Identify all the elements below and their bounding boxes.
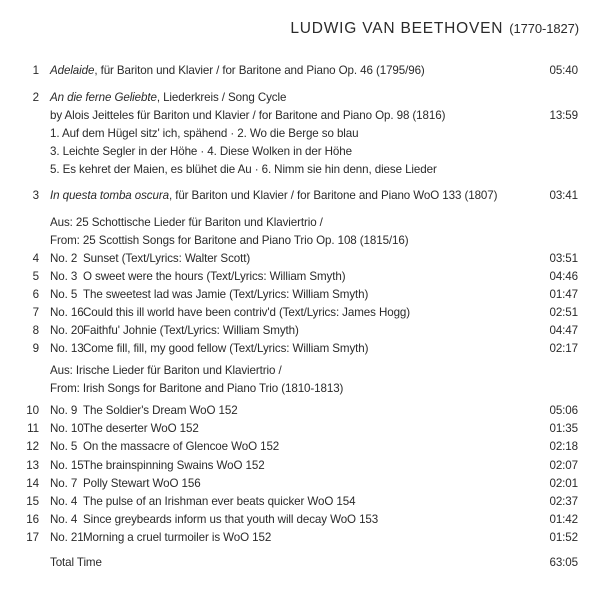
track-duration: 02:37 <box>549 495 578 508</box>
track-2 <box>0 89 599 107</box>
section-heading: From: 25 Scottish Songs for Baritone and Piano Trio Op. 108 (1815/16) <box>50 234 409 247</box>
track-number: 15 <box>26 495 39 508</box>
track-row <box>0 268 599 286</box>
track-duration: 02:17 <box>549 342 578 355</box>
song-number: No. 7 <box>50 476 78 490</box>
track-duration: 02:01 <box>549 476 578 490</box>
track-number: 9 <box>32 342 39 355</box>
track-title: Adelaide, für Bariton und Klavier / for Baritone and Piano Op. 46 (1795/96) <box>50 64 425 77</box>
track-row <box>0 250 599 268</box>
song-number: No. 5 <box>50 440 78 454</box>
track-row <box>0 529 599 547</box>
track-title: On the massacre of Glencoe WoO 152 <box>83 440 280 454</box>
track-duration: 01:47 <box>549 288 578 301</box>
section-heading: Aus: Irische Lieder für Bariton und Klaviertrio / <box>50 364 282 377</box>
song-number: No. 10 <box>50 422 84 436</box>
track-number: 10 <box>26 404 39 417</box>
track-title: Since greybeards inform us that youth will decay WoO 153 <box>83 513 379 527</box>
track-row <box>0 286 599 304</box>
track-number: 7 <box>32 306 39 319</box>
song-list-line: 1. Auf dem Hügel sitz' ich, spähend · 2. Wo die Berge so blau <box>50 127 359 140</box>
track-row <box>0 475 599 493</box>
composer-name: LUDWIG VAN BEETHOVEN <box>290 20 504 37</box>
track-title: Sunset (Text/Lyrics: Walter Scott) <box>83 252 251 265</box>
track-row <box>0 420 599 438</box>
track-1 <box>0 62 599 80</box>
track-title: The Soldier's Dream WoO 152 <box>83 404 238 417</box>
track-title: Morning a cruel turmoiler is WoO 152 <box>83 531 272 545</box>
track-duration: 13:59 <box>549 109 578 122</box>
track-duration: 04:47 <box>549 324 578 337</box>
track-title: An die ferne Geliebte, Liederkreis / Song Cycle <box>50 91 287 104</box>
track-subtitle: by Alois Jeitteles für Bariton und Klavier / for Baritone and Piano Op. 98 (1816) <box>50 109 446 122</box>
composer-years: (1770-1827) <box>509 21 579 36</box>
song-number: No. 21 <box>50 531 84 545</box>
track-duration: 03:51 <box>549 252 578 265</box>
track-number: 12 <box>26 440 39 454</box>
track-title: The sweetest lad was Jamie (Text/Lyrics: William Smyth) <box>83 288 369 301</box>
track-duration: 03:41 <box>549 189 578 202</box>
track-number: 14 <box>26 476 39 490</box>
track-number: 17 <box>26 531 39 545</box>
track-duration: 02:18 <box>549 440 578 454</box>
track-number: 6 <box>32 288 39 301</box>
track-number: 16 <box>26 513 39 527</box>
song-number: No. 3 <box>50 270 78 283</box>
track-number: 1 <box>32 64 39 77</box>
header <box>290 20 579 38</box>
track-duration: 02:51 <box>549 306 578 319</box>
track-duration: 01:52 <box>549 531 578 545</box>
total-time <box>0 554 599 572</box>
track-title: Could this ill world have been contriv'd (Text/Lyrics: James Hogg) <box>83 306 411 319</box>
song-number: No. 9 <box>50 404 78 417</box>
song-number: No. 4 <box>50 513 78 527</box>
track-duration: 04:46 <box>549 270 578 283</box>
total-duration: 63:05 <box>549 556 578 569</box>
song-number: No. 16 <box>50 306 84 319</box>
track-title: The brainspinning Swains WoO 152 <box>83 458 265 472</box>
track-row <box>0 402 599 420</box>
track-row <box>0 457 599 475</box>
track-duration: 05:06 <box>549 404 578 417</box>
track-3 <box>0 187 599 205</box>
track-row <box>0 511 599 529</box>
track-row <box>0 438 599 456</box>
track-duration: 01:42 <box>549 513 578 527</box>
track-number: 5 <box>32 270 39 283</box>
track-row <box>0 493 599 511</box>
section-heading: Aus: 25 Schottische Lieder für Bariton und Klaviertrio / <box>50 216 323 229</box>
track-title: Faithfu' Johnie (Text/Lyrics: William Smyth) <box>83 324 299 337</box>
song-list-line: 3. Leichte Segler in der Höhe · 4. Diese Wolken in der Höhe <box>50 145 352 158</box>
song-number: No. 2 <box>50 252 78 265</box>
track-duration: 02:07 <box>549 458 578 472</box>
track-duration: 05:40 <box>549 64 578 77</box>
track-row <box>0 322 599 340</box>
song-list-line: 5. Es kehret der Maien, es blühet die Au · 6. Nimm sie hin denn, diese Lieder <box>50 163 437 176</box>
track-number: 13 <box>26 458 39 472</box>
track-row <box>0 340 599 358</box>
track-title: The deserter WoO 152 <box>83 422 199 436</box>
track-row <box>0 304 599 322</box>
track-number: 4 <box>32 252 39 265</box>
track-number: 11 <box>27 422 39 436</box>
total-label: Total Time <box>50 556 102 569</box>
song-number: No. 4 <box>50 495 78 508</box>
section-heading: From: Irish Songs for Baritone and Piano Trio (1810-1813) <box>50 382 344 395</box>
track-duration: 01:35 <box>549 422 578 436</box>
track-title: Come fill, fill, my good fellow (Text/Lyrics: William Smyth) <box>83 342 369 355</box>
song-number: No. 13 <box>50 342 84 355</box>
track-title: In questa tomba oscura, für Bariton und Klavier / for Baritone and Piano WoO 133 (1807) <box>50 189 498 202</box>
track-number: 2 <box>32 91 39 104</box>
song-number: No. 5 <box>50 288 78 301</box>
track-title: Polly Stewart WoO 156 <box>83 476 201 490</box>
song-number: No. 20 <box>50 324 84 337</box>
track-title: The pulse of an Irishman ever beats quicker WoO 154 <box>83 495 356 508</box>
track-number: 3 <box>32 189 39 202</box>
song-number: No. 15 <box>50 458 84 472</box>
track-title: O sweet were the hours (Text/Lyrics: William Smyth) <box>83 270 346 283</box>
track-number: 8 <box>32 324 39 337</box>
track-2-detail <box>0 107 599 125</box>
